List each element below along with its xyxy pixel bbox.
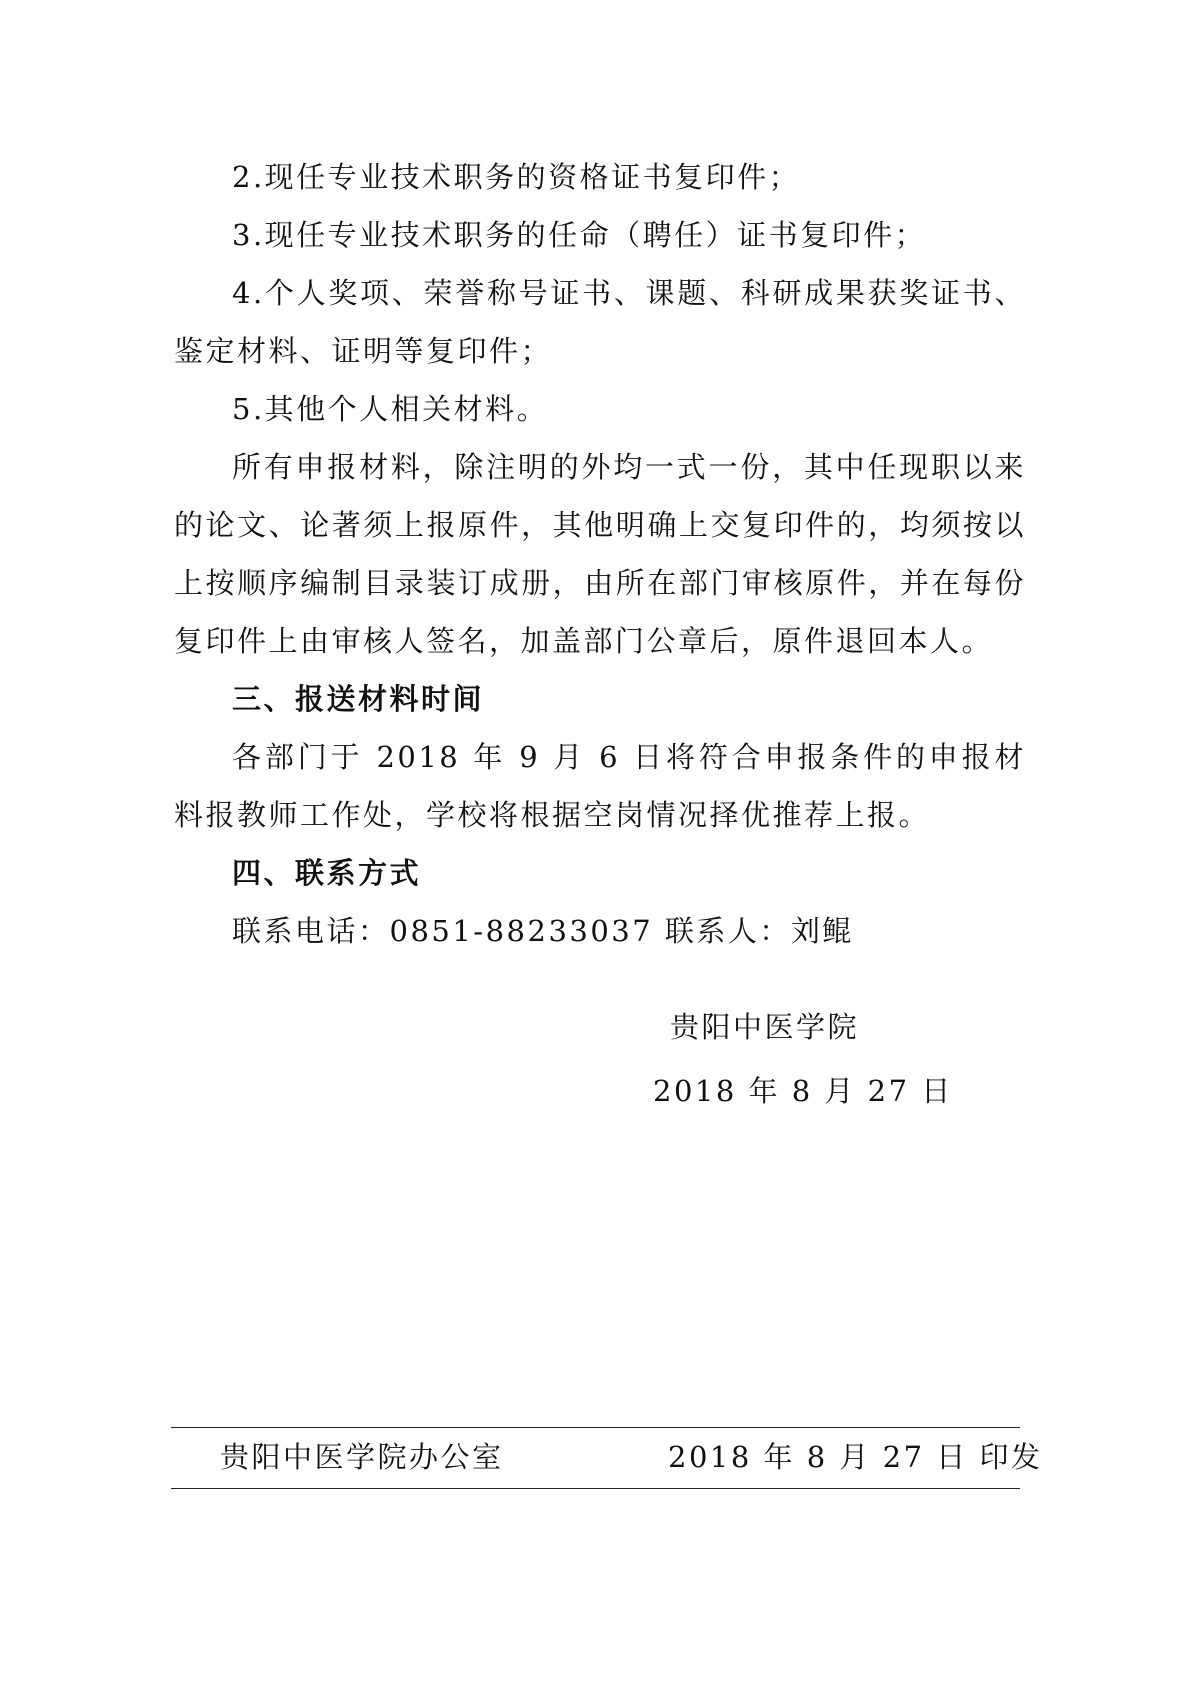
signature-org: 贵阳中医学院	[670, 1010, 860, 1044]
document-body	[174, 148, 1026, 960]
footer-issue-date: 2018 年 8 月 27 日 印发	[668, 1440, 1043, 1474]
section3-text: 各部门于 2018 年 9 月 6 日将符合申报条件的申报材料报教师工作处，学校将根据空岗情况择优推荐上报。	[174, 740, 1026, 832]
section4-heading: 四、联系方式	[232, 856, 422, 890]
materials-note: 所有申报材料，除注明的外均一式一份，其中任现职以来的论文、论著须上报原件，其他明确上交复印件的，均须按以上按顺序编制目录装订成册，由所在部门审核原件，并在每份复印件上由审核人签名，加盖部门公章后，原件退回本人。	[174, 450, 1026, 658]
requirement-item-4: 4.个人奖项、荣誉称号证书、课题、科研成果获奖证书、鉴定材料、证明等复印件；	[174, 276, 1026, 368]
footer-issuer: 贵阳中医学院办公室	[220, 1440, 504, 1474]
footer-rule-top	[171, 1427, 1020, 1428]
section3-heading: 三、报送材料时间	[232, 682, 485, 716]
signature-date: 2018 年 8 月 27 日	[653, 1074, 953, 1108]
requirement-item-2: 2.现任专业技术职务的资格证书复印件；	[232, 160, 801, 194]
contact-info: 联系电话：0851-88233037 联系人：刘鲲	[232, 914, 854, 948]
requirement-item-3: 3.现任专业技术职务的任命（聘任）证书复印件；	[232, 218, 927, 252]
requirement-item-5: 5.其他个人相关材料。	[232, 392, 549, 426]
footer-rule-bottom	[171, 1488, 1020, 1489]
